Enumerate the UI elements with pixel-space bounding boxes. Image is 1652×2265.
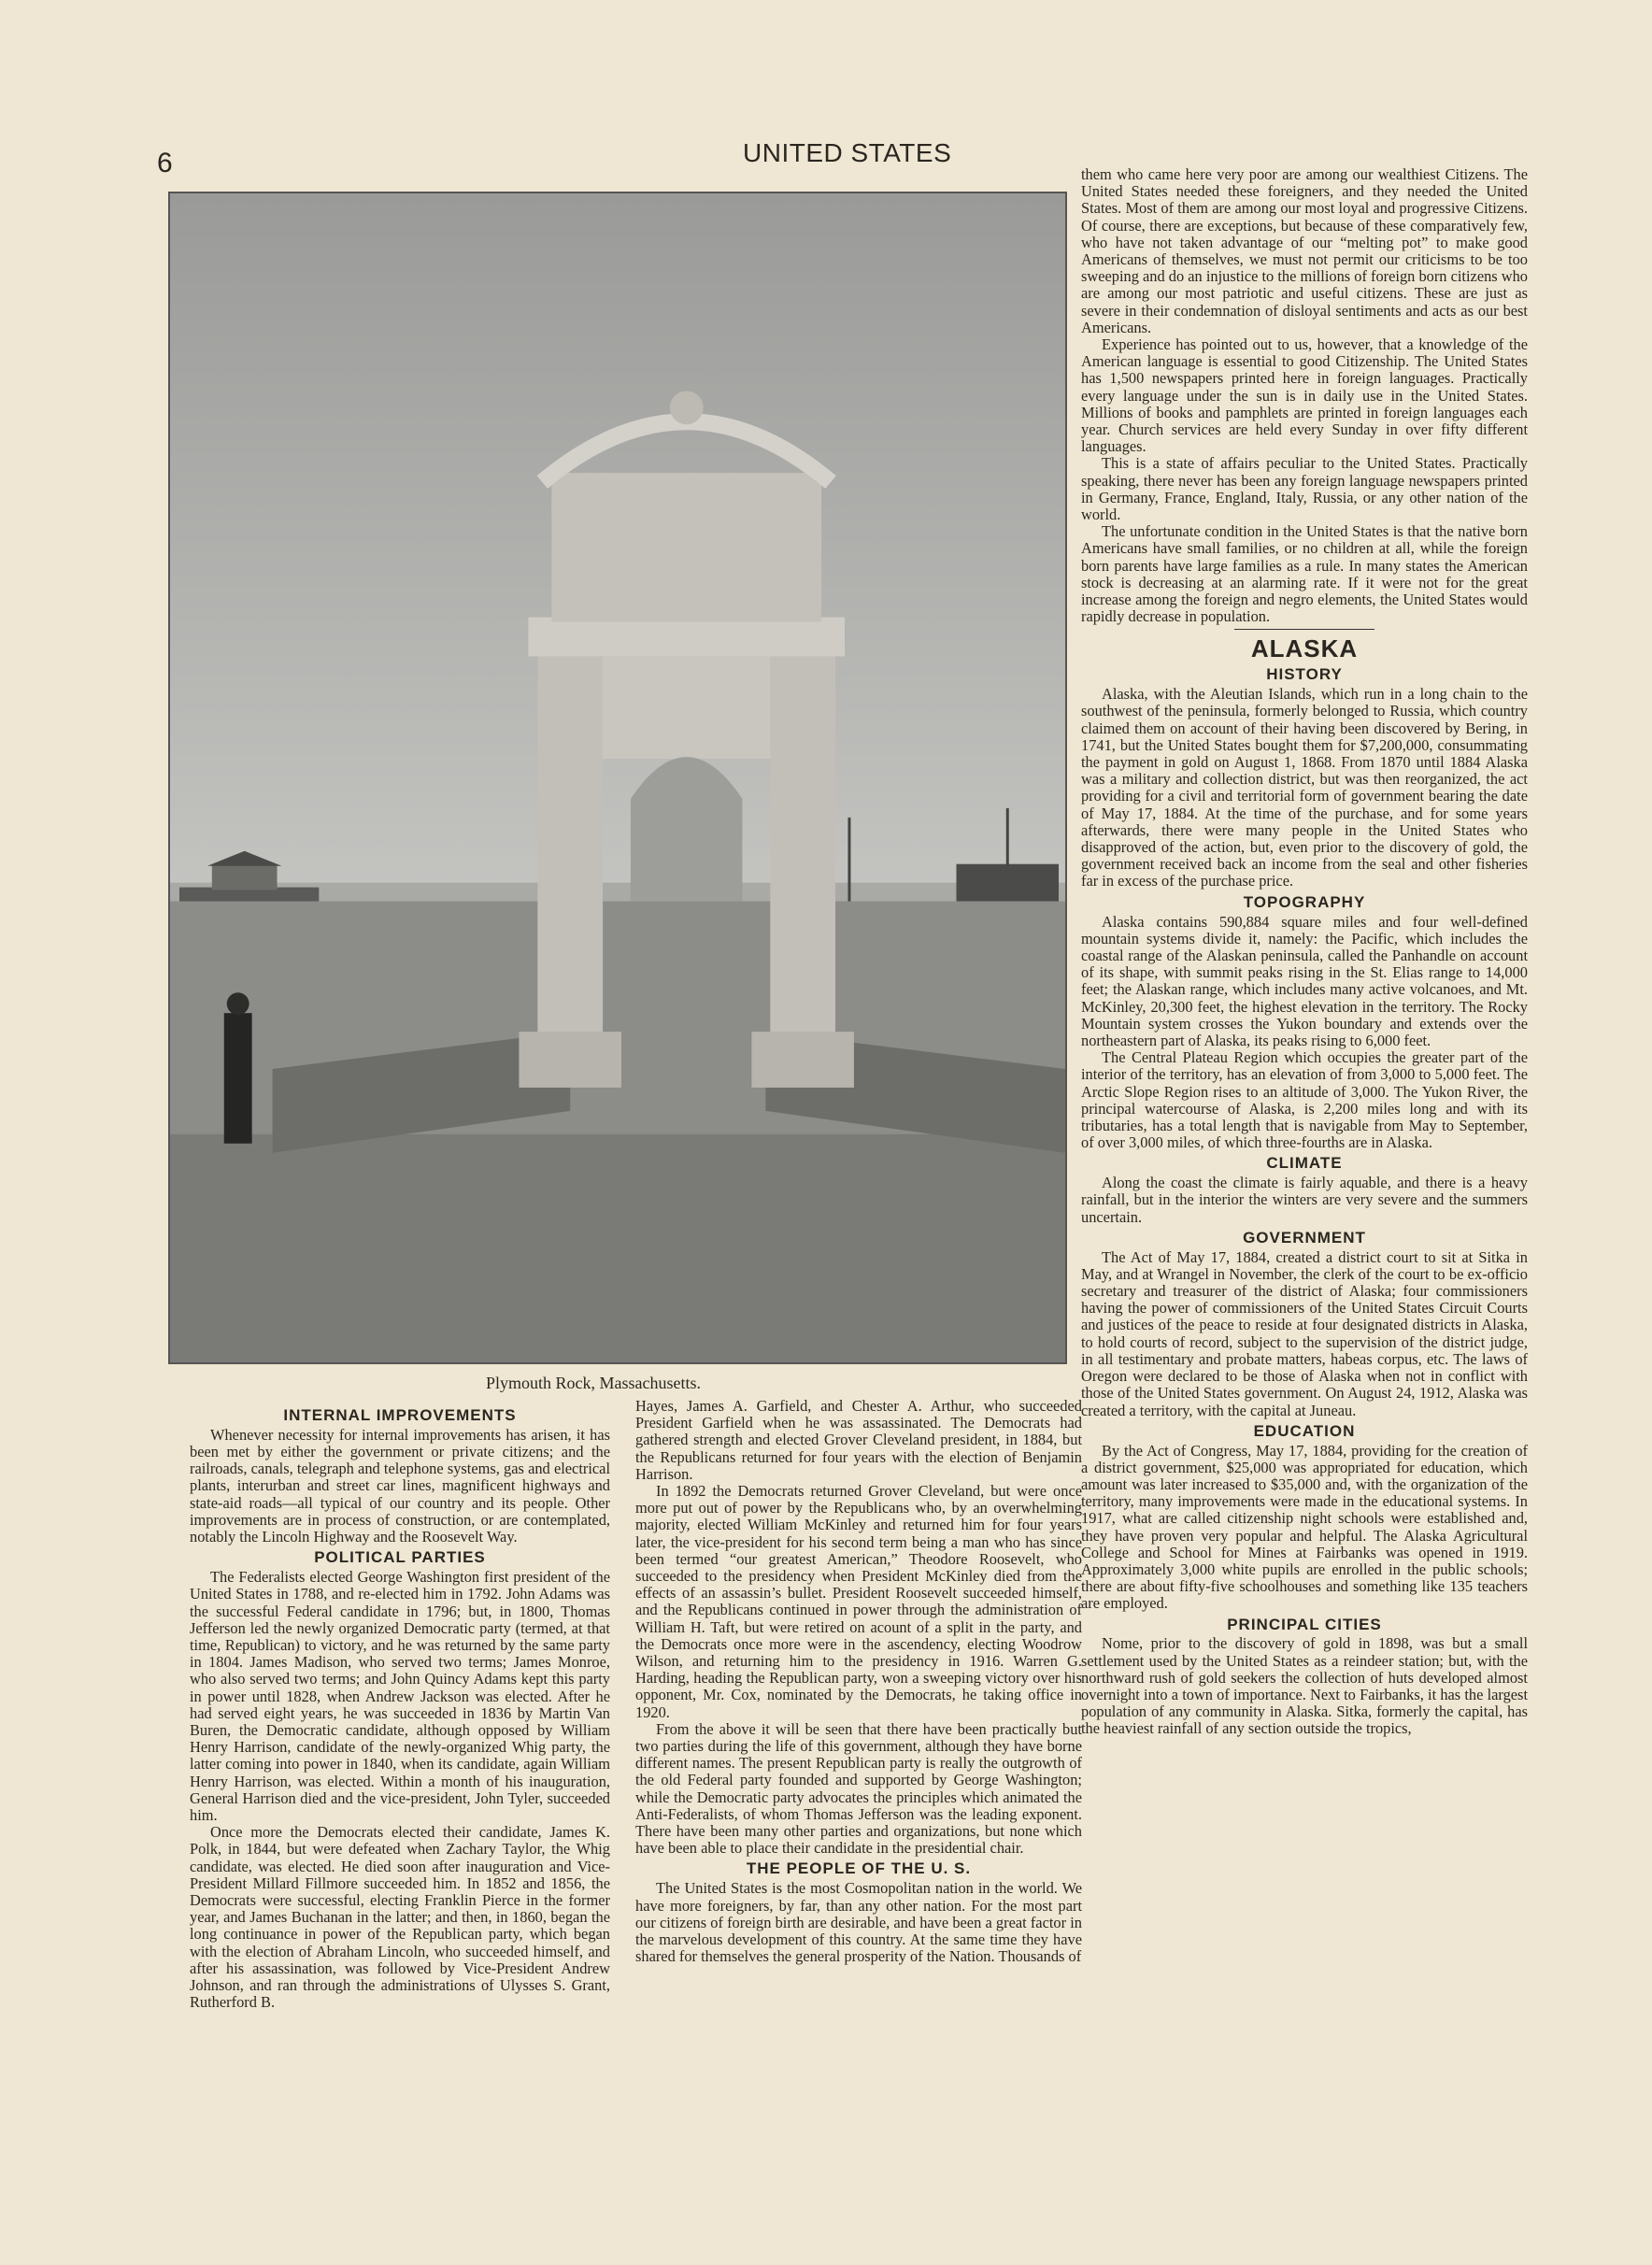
paragraph: The Central Plateau Region which occupies the greater part of the interior of the territory, has an elevation of from 3,000 to 5,000 feet. The Arctic Slope Region rises to an altitude of 3,000. The Yukon River, the principal watercourse of Alaska, is 2,200 miles long and with its tributaries, has a total length that is navigable from May to September, of over 3,000 miles, of which three-fourths are in Alaska. (1081, 1048, 1528, 1152)
photograph (168, 192, 1067, 1364)
paragraph: The United States is the most Cosmopolitan nation in the world. We have more foreigners, by far, than any other nation. For the most part our citizens of foreign birth are desirable, and have been a great factor in the marvelous development of this country. At the same time they have shared for themselves the general prosperity of the Nation. Thousands of (635, 1879, 1082, 1966)
divider (1234, 629, 1374, 630)
section-heading: THE PEOPLE OF THE U. S. (746, 1859, 972, 1878)
section-heading: POLITICAL PARTIES (314, 1548, 486, 1567)
paragraph: In 1892 the Democrats returned Grover Cleveland, but were once more put out of power by the Republicans who, by an overwhelming majority, elected William McKinley and returned him for four years later, the vice-president for his second term being a man who has since been termed “our greatest American,” Theodore Roosevelt, who succeeded to the presidency when President McKinley died from the effects of an assassin’s bullet. President Roosevelt succeeded himself, and the Republicans continued in power through the administration of William H. Taft, but were retired on acount of a split in the party, and the Democrats once more were in the ascendency, electing Woodrow Wilson, and returning him to the presidency in 1916. Warren G. Harding, heading the Republican party, won a sweeping victory over his opponent, Mr. Cox, nominated by the Democrats, he taking office in 1920. (635, 1482, 1082, 1721)
column-2 (635, 1398, 1082, 1965)
paragraph: Alaska, with the Aleutian Islands, which run in a long chain to the southwest of the peninsula, formerly belonged to Russia, which country claimed them on account of their having been discovered by Bering, in 1741, but the United States bought them for $7,200,000, consummating the payment in gold on August 1, 1868. From 1870 until 1884 Alaska was a military and collection district, but was then reorganized, the act providing for a civil and territorial form of government bearing the date of May 17, 1884. At the time of the purchase, and for some years afterwards, there were many people in the United States who disapproved of the action, but, even prior to the discovery of gold, the government received back an income from the seal and other fisheries far in excess of the purchase price. (1081, 685, 1528, 890)
column-1 (190, 1403, 610, 2011)
paragraph: The Act of May 17, 1884, created a district court to sit at Sitka in May, and at Wrangel in November, the clerk of the court to be ex-officio secretary and treasurer of the district of Alaska; four commissioners having the power of commissioners of the United States Circuit Courts and justices of the peace to reside at four designated districts in Alaska, to hold courts of record, subject to the supervision of the district judge, in all testimentary and probate matters, habeas corpus, etc. The laws of Oregon were declared to be those of Alaska when not in conflict with those of the United States government. On August 24, 1912, Alaska was created a territory, with the capital at Juneau. (1081, 1247, 1528, 1419)
running-head: UNITED STATES (743, 138, 952, 167)
paragraph: Alaska contains 590,884 square miles and four well-defined mountain systems divide it, namely: the Pacific, which includes the coastal range of the Alaskan peninsula, called the Panhandle on account of its shape, with summit peaks rising in the St. Elias range to 14,000 feet; the Alaskan range, which includes many active volcanoes, and Mt. McKinley, 20,300 feet, the highest elevation in the territory. The Rocky Mountain system crosses the Yukon boundary and extends over the northeastern part of Alaska, its peaks rising to 6,000 feet. (1081, 912, 1528, 1049)
chapter-heading: ALASKA (1250, 634, 1359, 663)
section-heading: GOVERNMENT (1243, 1228, 1366, 1246)
section-heading: HISTORY (1266, 665, 1343, 684)
paragraph: The Federalists elected George Washington first president of the United States in 1788, and re-elected him in 1792. John Adams was the successful Federal candidate in 1796; but, in 1800, Thomas Jefferson led the newly organized Democratic party (termed, at that time, Republican) to victory, and he was returned by the same party in 1804. James Madison, who served two terms; James Monroe, who also served two terms; and John Quincy Adams kept this party in power until 1828, when Andrew Jackson was elected. After he had served eight years, he was succeeded in 1836 by Martin Van Buren, the Democratic candidate, although opposed by William Henry Harrison, candidate of the newly-organized Whig party, the latter coming into power in 1840, when its candidate, again William Henry Harrison, was elected. Within a month of his inauguration, General Harrison died and the vice-president, John Tyler, succeeded him. (190, 1568, 610, 1824)
section-heading: TOPOGRAPHY (1243, 892, 1366, 911)
paragraph: Along the coast the climate is fairly aquable, and there is a heavy rainfall, but in the interior the winters are very severe and the summers uncertain. (1081, 1174, 1528, 1226)
figure-caption: Plymouth Rock, Massachusetts. (486, 1374, 701, 1392)
paragraph: Nome, prior to the discovery of gold in 1898, was but a small settlement used by the United States as a reindeer station; but, with the northward rush of gold seekers the collection of huts developed almost overnight into a town of importance. Next to Fairbanks, it has the largest population of any community in Alaska. Sitka, formerly the capital, has the heaviest rainfall of any section outside the tropics, (1081, 1634, 1528, 1738)
paragraph: Experience has pointed out to us, however, that a knowledge of the American language is essential to good Citizenship. The United States has 1,500 newspapers printed here in foreign languages. Practically every language under the sun is in daily use in the United States. Millions of books and pamphlets are printed in foreign languages each year. Church services are held every Sunday in over fifty different languages. (1081, 335, 1528, 456)
paragraph: From the above it will be seen that there have been practically but two parties during the life of this government, although they have borne different names. The present Republican party is really the outgrowth of the old Federal party founded and supported by George Washington; while the Democratic party advocates the principles which animated the Anti-Federalists, of whom Thomas Jefferson was the leading exponent. There have been many other parties and organizations, but none which have been able to place their candidate in the presidential chair. (635, 1719, 1082, 1858)
paragraph: Hayes, James A. Garfield, and Chester A. Arthur, who succeeded President Garfield when he was assassinated. The Democrats had gathered strength and elected Grover Cleveland president, in 1884, but the Republicans returned for four years with the election of Benjamin Harrison. (635, 1397, 1082, 1483)
paragraph: By the Act of Congress, May 17, 1884, providing for the creation of a district government, $25,000 was appropriated for education, which amount was later increased to $35,000 and, with the organization of the territory, many improvements were made in the educational systems. In 1917, what are called citizenship night schools were established and, they have proven very popular and helpful. The Alaska Agricultural College and School for Mines at Fairbanks was opened in 1919. Approximately 3,000 white pupils are enrolled in the public schools; there are about fifty-five schoolhouses and something like 135 teachers are employed. (1081, 1441, 1528, 1613)
paragraph: Once more the Democrats elected their candidate, James K. Polk, in 1844, but were defeated when Zachary Taylor, the Whig candidate, was elected. He died soon after inauguration and Vice-President Millard Fillmore succeeded him. In 1852 and 1856, the Democrats were successful, electing Franklin Pierce in the former year, and James Buchanan in the latter; and then, in 1860, began the long continuance in power of the Republican party, which began with the election of Abraham Lincoln, who succeeded himself, and after his assassination, was followed by Vice-President Andrew Johnson, and ran through the administrations of Ulysses S. Grant, Rutherford B. (190, 1823, 610, 2012)
section-heading: CLIMATE (1266, 1154, 1343, 1173)
paragraph: This is a state of affairs peculiar to the United States. Practically speaking, there never has been any foreign language newspapers printed in Germany, France, England, Italy, Russia, or any other nation of the world. (1081, 454, 1528, 524)
page-number: 6 (157, 148, 173, 178)
section-heading: INTERNAL IMPROVEMENTS (283, 1406, 517, 1424)
column-3 (1081, 166, 1528, 1738)
paragraph: Whenever necessity for internal improvements has arisen, it has been met by either the government or private citizens; and the railroads, canals, telegraph and telephone systems, gas and electrical plants, interurban and street car lines, magnificent highways and state-aid roads—all typical of our country and its people. Other improvements are in process of construction, or are contemplated, notably the Lincoln Highway and the Roosevelt Way. (190, 1425, 610, 1546)
section-heading: EDUCATION (1253, 1421, 1356, 1440)
paragraph: them who came here very poor are among our wealthiest Citizens. The United States needed these foreigners, and they needed the United States. Most of them are among our most loyal and progressive Citizens. Of course, there are exceptions, but because of these comparatively few, who have not taken advantage of our “melting pot” to make good Americans of themselves, we must not permit our criticisms to be too sweeping and do an injustice to the millions of foreign born citizens who are among our most patriotic and useful citizens. These are just as severe in their condemnation of disloyal sentiments and acts as our best Americans. (1081, 165, 1528, 336)
plymouth-rock-portico-image (170, 193, 1065, 1362)
section-heading: PRINCIPAL CITIES (1227, 1615, 1382, 1633)
paragraph: The unfortunate condition in the United States is that the native born Americans have small families, or no children at all, while the foreign born parents have large families as a rule. In many states the American stock is decreasing at an alarming rate. If it were not for the great increase among the foreign and negro elements, the United States would rapidly decrease in population. (1081, 522, 1528, 626)
